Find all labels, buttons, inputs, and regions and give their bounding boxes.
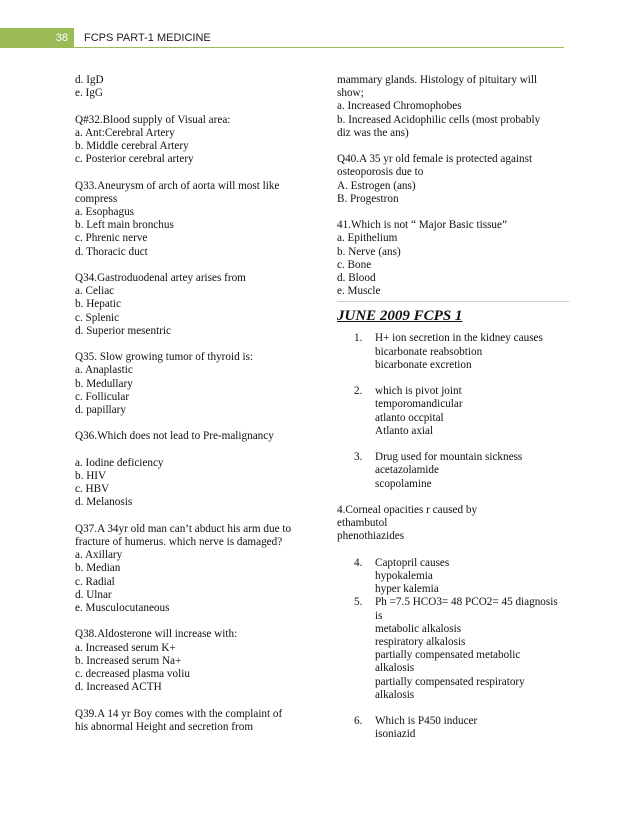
list-sub-item: Atlanto axial bbox=[375, 424, 434, 437]
list-sub-item: is bbox=[375, 609, 383, 622]
text-line: b. Medullary bbox=[75, 377, 133, 390]
blank-line bbox=[75, 694, 315, 707]
text-line: his abnormal Height and secretion from bbox=[75, 720, 254, 733]
list-sub-item: bicarbonate reabsobtion bbox=[375, 345, 483, 358]
list-item-text: Ph =7.5 HCO3= 48 PCO2= 45 diagnosis bbox=[375, 596, 558, 609]
text-line: a. Epithelium bbox=[337, 232, 398, 245]
text-line: b. Increased serum Na+ bbox=[75, 654, 182, 667]
list-item-text: Which is P450 inducer bbox=[375, 715, 478, 728]
text-line: e. Muscle bbox=[337, 285, 381, 298]
text-line: b. Middle cerebral Artery bbox=[75, 140, 189, 152]
list-sub-item: metabolic alkalosis bbox=[375, 622, 462, 635]
text-line: a. Esophagus bbox=[75, 206, 135, 218]
list-sub-item: atlanto occpital bbox=[375, 411, 444, 424]
blank-line bbox=[75, 510, 315, 523]
list-sub-item: partially compensated respiratory bbox=[375, 675, 525, 688]
list-sub-item: alkalosis bbox=[375, 662, 415, 675]
text-line: phenothiazides bbox=[337, 530, 405, 543]
text-line: d. IgD bbox=[75, 74, 104, 86]
text-line: ethambutol bbox=[337, 517, 388, 530]
blank-line bbox=[75, 444, 315, 457]
text-line: d. Melanosis bbox=[75, 496, 133, 509]
right-column bbox=[337, 74, 569, 742]
text-line: Q38.Aldosterone will increase with: bbox=[75, 628, 238, 641]
list-number: 5. bbox=[354, 596, 363, 609]
text-line: Q34.Gastroduodenal artey arises from bbox=[75, 272, 246, 284]
text-line: b. HIV bbox=[75, 470, 107, 482]
text-line: c. Follicular bbox=[75, 390, 130, 403]
list-sub-item: alkalosis bbox=[375, 688, 415, 701]
list-item bbox=[337, 715, 569, 728]
list-sub-item: hyper kalemia bbox=[375, 583, 439, 596]
list-item bbox=[337, 557, 569, 570]
text-line: d. Increased ACTH bbox=[75, 681, 162, 694]
right-top-text bbox=[337, 74, 569, 298]
list-sub-item: scopolamine bbox=[375, 477, 432, 490]
text-line: B. Progestron bbox=[337, 192, 399, 205]
list-sub-item: isoniazid bbox=[375, 728, 416, 741]
text-line: d. Blood bbox=[337, 272, 376, 285]
text-line: Q33.Aneurysm of arch of aorta will most like bbox=[75, 179, 280, 192]
list-number: 1. bbox=[354, 332, 363, 345]
text-line: Q35. Slow growing tumor of thyroid is: bbox=[75, 351, 254, 364]
list-item bbox=[337, 332, 569, 345]
text-line: a. Anaplastic bbox=[75, 364, 133, 377]
text-line: b. Median bbox=[75, 562, 121, 575]
page-header bbox=[0, 28, 638, 48]
text-line: 4.Corneal opacities r caused by bbox=[337, 504, 478, 517]
text-line: Q39.A 14 yr Boy comes with the complaint of bbox=[75, 707, 283, 720]
text-line: c. Radial bbox=[75, 575, 115, 588]
list-item-text: H+ ion secretion in the kidney causes bbox=[375, 332, 543, 345]
text-line: diz was the ans) bbox=[337, 126, 409, 139]
text-line: a. Iodine deficiency bbox=[75, 456, 164, 469]
text-line: a. Increased serum K+ bbox=[75, 641, 176, 654]
list-item-text: Drug used for mountain sickness bbox=[375, 451, 523, 464]
text-line: Q40.A 35 yr old female is protected against bbox=[337, 153, 533, 166]
text-line: fracture of humerus. which nerve is damaged? bbox=[75, 536, 283, 548]
text-line: 41.Which is not “ Major Basic tissue” bbox=[337, 219, 507, 232]
text-line: d. Thoracic duct bbox=[75, 245, 148, 258]
list-item-text: Captopril causes bbox=[375, 556, 450, 569]
header-rule bbox=[74, 47, 564, 48]
text-line: b. Left main bronchus bbox=[75, 219, 174, 232]
list-item bbox=[337, 385, 569, 398]
blank-line bbox=[75, 166, 315, 179]
text-line: A. Estrogen (ans) bbox=[337, 179, 416, 192]
numbered-list-a bbox=[337, 332, 569, 490]
list-sub-item: bicarbonate excretion bbox=[375, 358, 472, 371]
blank-line bbox=[337, 206, 569, 219]
text-line: Q#32.Blood supply of Visual area: bbox=[75, 113, 231, 126]
text-line: c. Phrenic nerve bbox=[75, 232, 148, 245]
list-item bbox=[337, 596, 569, 609]
list-item bbox=[337, 451, 569, 464]
header-title: FCPS PART-1 MEDICINE bbox=[84, 32, 211, 44]
text-line: Q36.Which does not lead to Pre-malignancy bbox=[75, 430, 274, 443]
text-line: c. Bone bbox=[337, 258, 372, 271]
text-line: Q37.A 34yr old man can’t abduct his arm due to bbox=[75, 522, 292, 535]
text-line: d. Ulnar bbox=[75, 588, 112, 601]
text-line: c. decreased plasma voliu bbox=[75, 668, 190, 681]
text-line: compress bbox=[75, 192, 118, 205]
blank-line bbox=[75, 615, 315, 628]
numbered-list-b bbox=[337, 557, 569, 702]
list-sub-item: partially compensated metabolic bbox=[375, 649, 521, 662]
text-line: e. IgG bbox=[75, 87, 103, 100]
text-line: b. Hepatic bbox=[75, 298, 121, 311]
numbered-list-c bbox=[337, 715, 569, 741]
list-sub-item: hypokalemia bbox=[375, 570, 433, 583]
list-number: 2. bbox=[354, 385, 363, 398]
left-column bbox=[75, 74, 315, 734]
text-line: c. Posterior cerebral artery bbox=[75, 153, 194, 166]
list-sub-item: temporomandicular bbox=[375, 398, 463, 411]
question-4-block bbox=[337, 504, 569, 544]
text-line: osteoporosis due to bbox=[337, 166, 424, 179]
text-line: b. Increased Acidophilic cells (most probably bbox=[337, 113, 541, 126]
page-number: 38 bbox=[0, 28, 74, 48]
list-number: 6. bbox=[354, 715, 363, 728]
text-line: b. Nerve (ans) bbox=[337, 245, 401, 258]
list-number: 4. bbox=[354, 556, 363, 569]
text-line: mammary glands. Histology of pituitary will bbox=[337, 74, 538, 86]
text-line: a. Celiac bbox=[75, 285, 115, 298]
text-line: c. HBV bbox=[75, 483, 110, 496]
text-line: a. Ant:Cerebral Artery bbox=[75, 126, 175, 139]
blank-line bbox=[75, 259, 315, 272]
blank-line bbox=[75, 100, 315, 113]
list-item-text: which is pivot joint bbox=[375, 385, 462, 398]
blank-line bbox=[75, 338, 315, 351]
section-divider bbox=[337, 301, 569, 302]
text-line: d. Superior mesentric bbox=[75, 324, 172, 337]
list-sub-item: respiratory alkalosis bbox=[375, 636, 466, 649]
blank-line bbox=[75, 417, 315, 430]
text-line: a. Increased Chromophobes bbox=[337, 100, 462, 113]
text-line: d. papillary bbox=[75, 404, 126, 417]
text-line: c. Splenic bbox=[75, 311, 120, 324]
blank-line bbox=[337, 140, 569, 153]
text-line: show; bbox=[337, 87, 364, 100]
list-sub-item: acetazolamide bbox=[375, 464, 439, 477]
section-title: JUNE 2009 FCPS 1 bbox=[337, 308, 463, 325]
text-line: e. Musculocutaneous bbox=[75, 602, 170, 615]
list-number: 3. bbox=[354, 451, 363, 464]
text-line: a. Axillary bbox=[75, 549, 123, 562]
